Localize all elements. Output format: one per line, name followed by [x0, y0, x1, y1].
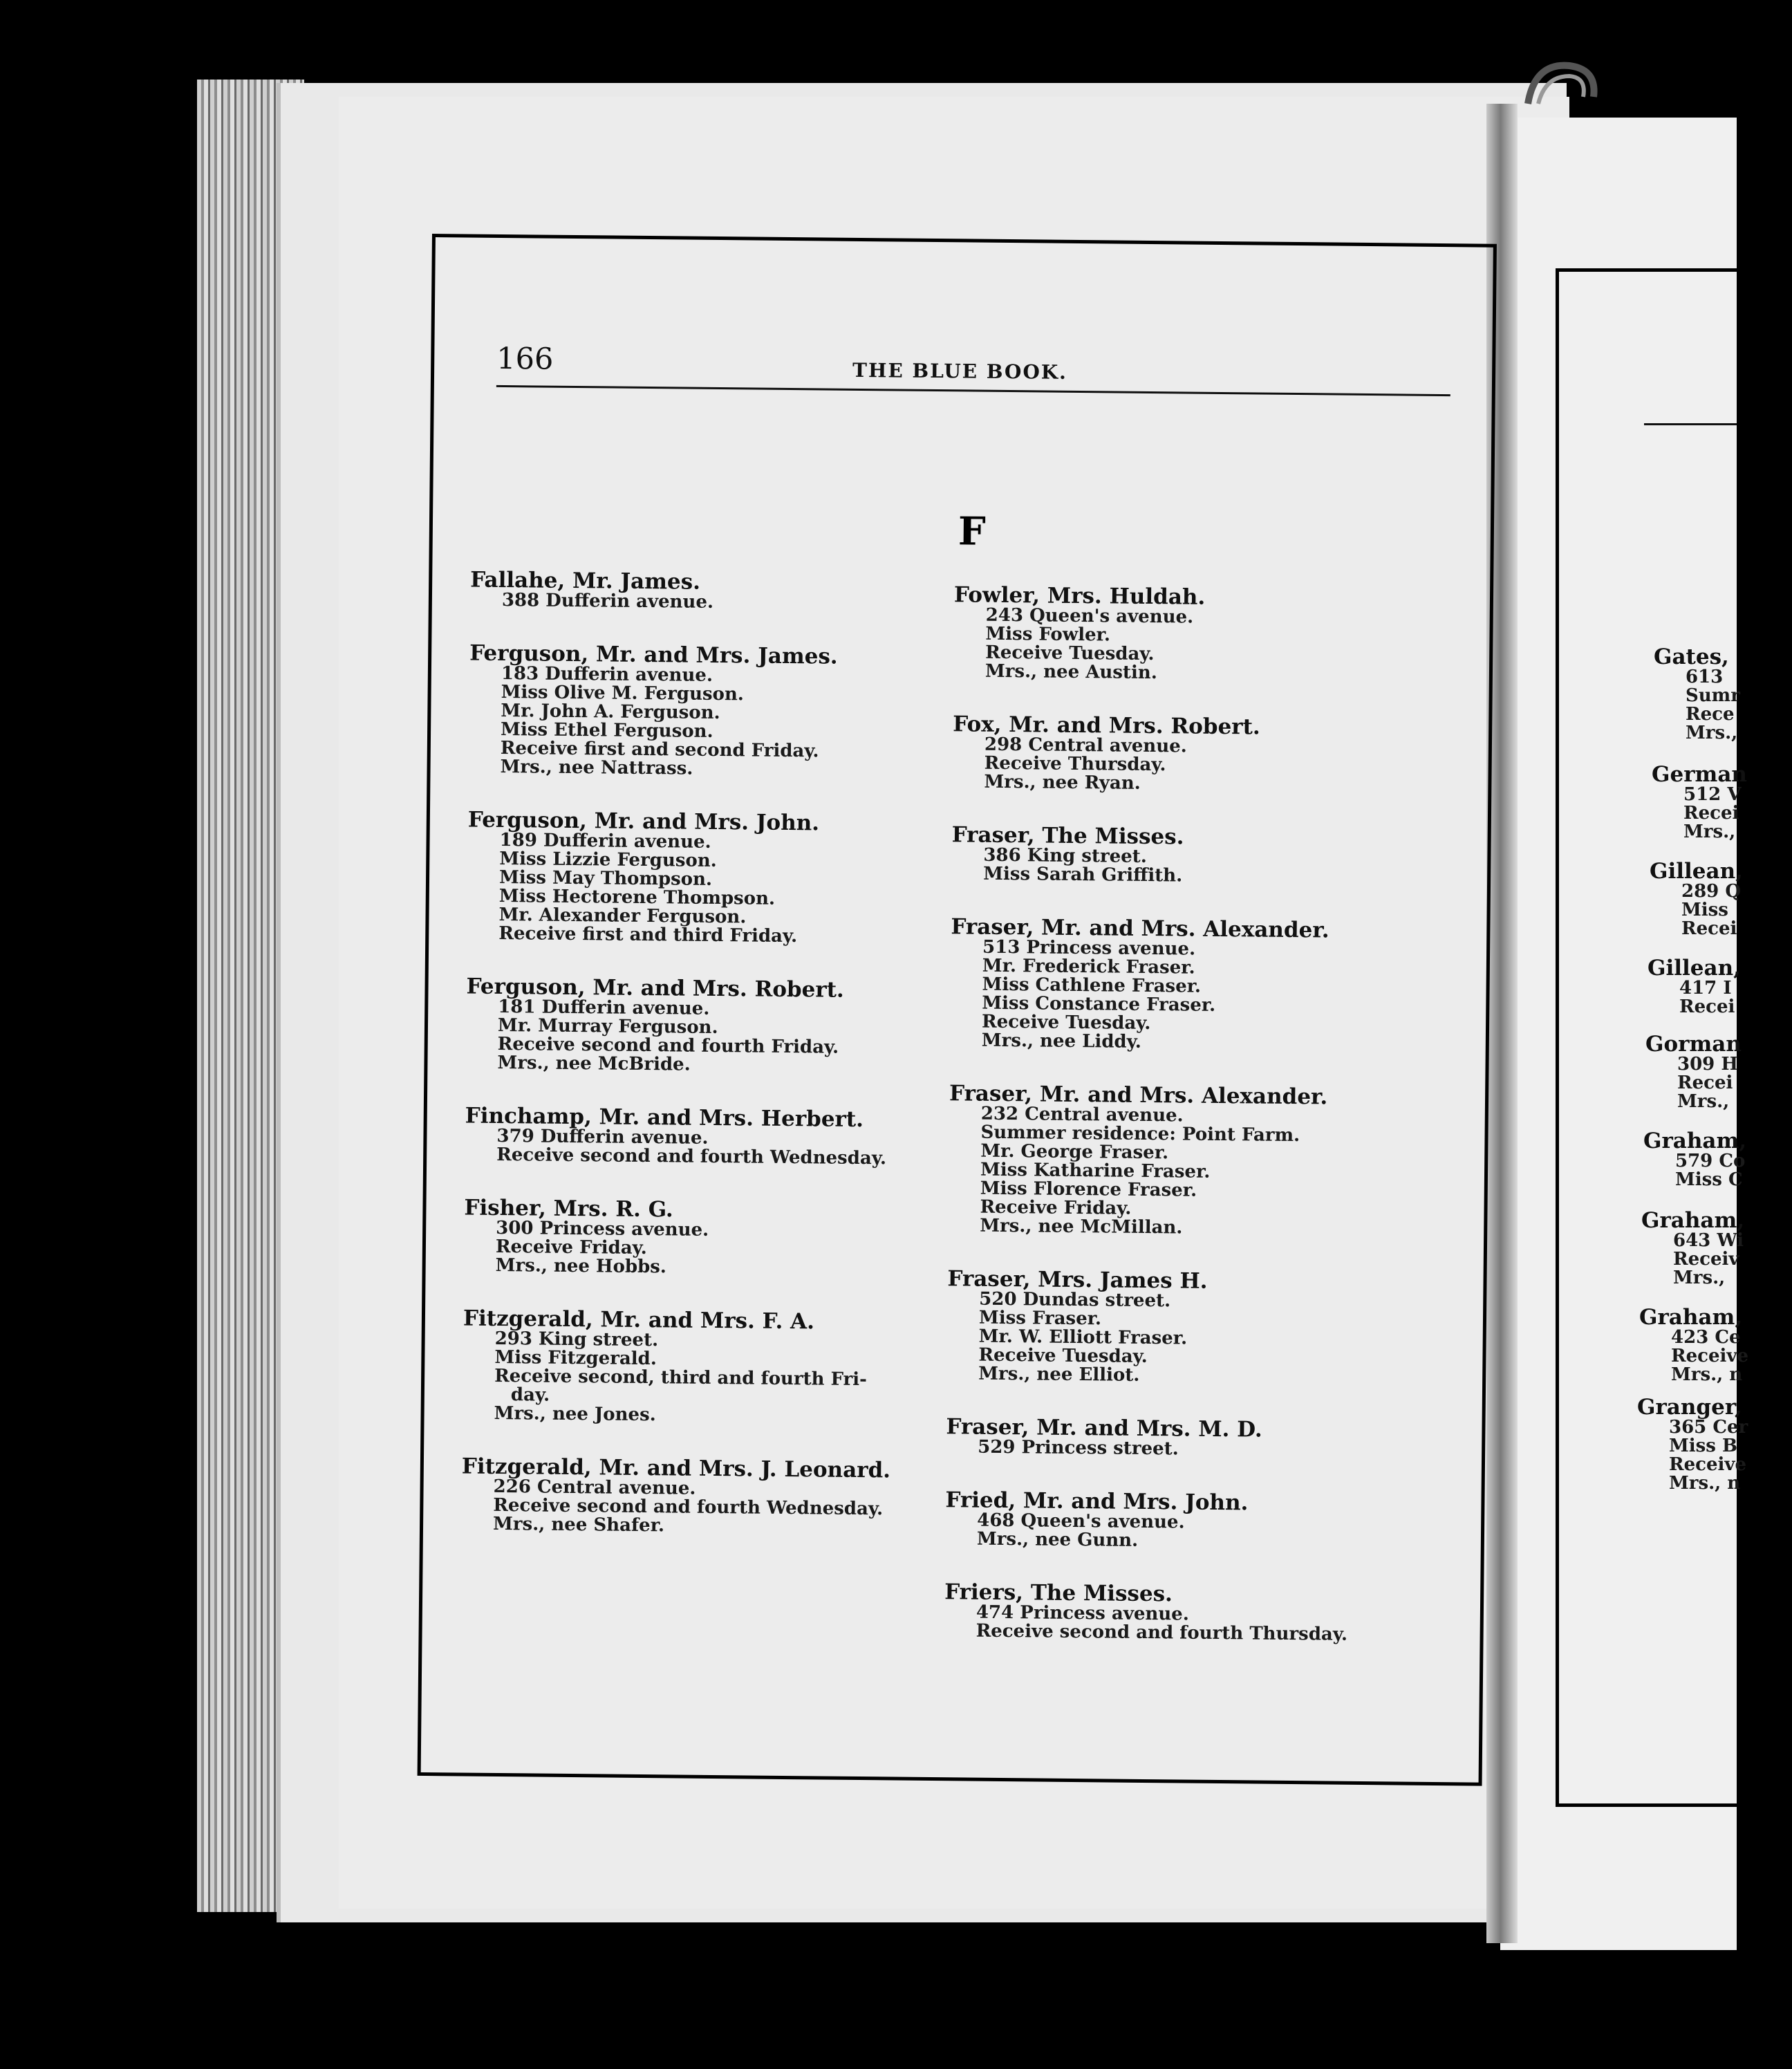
entry-line: Miss Hectorene Thompson. — [498, 885, 776, 909]
fragment-line: Miss — [1681, 900, 1728, 920]
fragment-name: Graham, — [1641, 1208, 1745, 1233]
entry-line: Miss Fitzgerald. — [494, 1346, 657, 1370]
fragment-line: Receive — [1671, 1346, 1749, 1366]
entry-line: Miss Lizzie Ferguson. — [499, 848, 717, 871]
fragment-name: Gorman — [1645, 1032, 1742, 1057]
entry-line: 189 Dufferin avenue. — [499, 829, 711, 853]
fragment-line: 309 H — [1677, 1054, 1738, 1075]
directory-entry — [465, 976, 964, 1077]
directory-entry — [946, 1416, 1444, 1461]
section-letter: F — [958, 508, 986, 555]
entry-line: Receive first and second Friday. — [500, 737, 819, 762]
fragment-line: Receive — [1669, 1454, 1747, 1475]
page-number: 166 — [496, 341, 554, 377]
entry-line: Receive Tuesday. — [978, 1344, 1148, 1368]
entry-line: Miss Constance Fraser. — [982, 992, 1216, 1016]
left-column — [460, 567, 968, 1572]
fragment-line: Miss B — [1669, 1436, 1737, 1456]
entry-name: Fisher, Mrs. R. G. — [464, 1195, 673, 1223]
entry-line: Mrs., nee Nattrass. — [500, 756, 693, 779]
entry-line: Mr. Alexander Ferguson. — [498, 904, 747, 928]
entry-line: Miss Cathlene Fraser. — [982, 974, 1202, 997]
fragment-line: 423 Ce — [1671, 1327, 1741, 1348]
fragment-line: Mrs., — [1677, 1091, 1730, 1112]
fragment-name: Gillean, — [1648, 956, 1741, 981]
fragment-line: Recei — [1683, 803, 1739, 824]
entry-line: Mrs., nee Jones. — [494, 1402, 656, 1426]
fragment-entry — [1637, 1397, 1775, 1493]
entry-line: 386 King street. — [983, 844, 1147, 867]
entry-name: Ferguson, Mr. and Mrs. Robert. — [466, 974, 844, 1003]
fragment-line: Mrs., — [1686, 723, 1738, 743]
entry-line: Mrs., nee Liddy. — [981, 1030, 1141, 1052]
directory-entry — [951, 824, 1450, 888]
entry-line: 232 Central avenue. — [980, 1103, 1184, 1126]
entry-line: Mr. George Fraser. — [980, 1140, 1169, 1164]
entry-line: Receive second and fourth Thursday. — [976, 1620, 1348, 1645]
directory-entry — [950, 916, 1449, 1055]
fragment-line: Recei — [1677, 1073, 1733, 1093]
entry-line: Miss Olive M. Ferguson. — [501, 681, 745, 705]
entry-name: Fitzgerald, Mr. and Mrs. J. Leonard. — [461, 1454, 891, 1483]
page-frame — [418, 234, 1497, 1786]
entry-line: 474 Princess avenue. — [976, 1602, 1189, 1625]
entry-name: Fraser, The Misses. — [951, 822, 1184, 850]
fragment-entry — [1643, 1131, 1782, 1189]
entry-line: Summer residence: Point Farm. — [980, 1122, 1300, 1147]
directory-entry — [462, 1308, 961, 1428]
fragment-entry — [1641, 1210, 1780, 1288]
fragment-entry — [1648, 958, 1786, 1017]
fragment-line: 512 V — [1683, 784, 1742, 805]
entry-line: 520 Dundas street. — [979, 1288, 1171, 1312]
entry-line: Receive second and fourth Friday. — [497, 1033, 839, 1058]
entry-line: Mr. W. Elliott Fraser. — [978, 1326, 1188, 1349]
directory-entry — [464, 1195, 962, 1280]
entry-line: 300 Princess avenue. — [496, 1217, 709, 1241]
fragment-line: Sumr — [1686, 685, 1740, 706]
entry-line: Receive second and fourth Wednesday. — [493, 1494, 884, 1520]
entry-line: 181 Dufferin avenue. — [498, 996, 710, 1019]
fragment-line: Mrs., n — [1671, 1364, 1743, 1385]
entry-line: Mrs., nee Hobbs. — [495, 1254, 667, 1278]
entry-line: day. — [510, 1384, 550, 1406]
directory-entry — [953, 584, 1452, 685]
entry-line: Mrs., nee McMillan. — [980, 1215, 1183, 1238]
entry-line: Receive Tuesday. — [985, 642, 1155, 665]
fragment-entry — [1654, 644, 1792, 743]
fragment-line: 289 Q — [1681, 881, 1741, 902]
fragment-line: Miss C — [1675, 1169, 1743, 1190]
fragment-line: 613 — [1686, 667, 1724, 687]
entry-line: 183 Dufferin avenue. — [501, 662, 713, 686]
entry-name: Fallahe, Mr. James. — [470, 567, 701, 595]
entry-name: Fried, Mr. and Mrs. John. — [945, 1487, 1249, 1516]
entry-line: Miss Sarah Griffith. — [983, 863, 1183, 887]
fragment-name: German — [1652, 762, 1747, 787]
fragment-name: Graham, — [1639, 1305, 1743, 1330]
entry-name: Fitzgerald, Mr. and Mrs. F. A. — [463, 1306, 815, 1335]
entry-line: 243 Queen's avenue. — [985, 604, 1194, 628]
entry-name: Ferguson, Mr. and Mrs. John. — [467, 807, 820, 836]
fragment-name: Gates, — [1654, 644, 1729, 669]
entry-line: Miss May Thompson. — [498, 866, 713, 890]
entry-line: Mr. Frederick Fraser. — [982, 955, 1195, 978]
running-header — [496, 342, 1451, 392]
directory-entry — [461, 1456, 960, 1538]
entry-line: Mr. Murray Ferguson. — [497, 1014, 718, 1039]
directory-entry — [952, 714, 1450, 796]
fragment-line: 579 Co — [1675, 1151, 1746, 1171]
running-title: THE BLUE BOOK. — [852, 358, 1068, 384]
entry-line: Miss Ethel Ferguson. — [500, 718, 713, 742]
entry-line: 388 Dufferin avenue. — [501, 589, 714, 613]
fragment-entry — [1652, 764, 1790, 842]
entry-line: Receive second, third and fourth Fri- — [494, 1365, 868, 1391]
entry-line: 298 Central avenue. — [984, 734, 1187, 757]
directory-entry — [945, 1487, 1444, 1553]
fragment-line: Receiv — [1673, 1249, 1739, 1270]
entry-line: 513 Princess avenue. — [982, 936, 1196, 960]
fragment-line: Mrs., — [1673, 1268, 1726, 1288]
entry-line: Mrs., nee Ryan. — [984, 771, 1141, 794]
directory-entry — [946, 1268, 1446, 1388]
fragment-name: Graham, — [1643, 1129, 1747, 1153]
directory-entry — [948, 1083, 1447, 1240]
entry-name: Fraser, Mr. and Mrs. Alexander. — [951, 914, 1329, 943]
entry-name: Fox, Mr. and Mrs. Robert. — [953, 712, 1260, 740]
entry-line: Mrs., nee McBride. — [497, 1052, 691, 1075]
entry-line: Miss Katharine Fraser. — [980, 1159, 1211, 1182]
entry-line: Miss Fowler. — [985, 623, 1111, 646]
entry-name: Ferguson, Mr. and Mrs. James. — [469, 640, 838, 669]
fragment-line: 643 Wi — [1673, 1230, 1744, 1251]
fragment-entry — [1645, 1034, 1784, 1111]
entry-line: 529 Princess street. — [978, 1436, 1179, 1460]
directory-entry — [465, 1103, 963, 1169]
directory-entry — [468, 640, 967, 781]
fragment-line: 417 I — [1679, 978, 1732, 999]
entry-line: Miss Fraser. — [978, 1307, 1102, 1330]
binder-clip-icon — [1514, 55, 1611, 118]
fragment-name: Granger, — [1637, 1395, 1742, 1420]
entry-name: Fowler, Mrs. Huldah. — [953, 582, 1206, 610]
entry-line: Receive Tuesday. — [981, 1011, 1151, 1034]
entry-name: Finchamp, Mr. and Mrs. Herbert. — [465, 1103, 864, 1133]
entry-line: Receive first and third Friday. — [498, 922, 798, 947]
fragment-line: Recei — [1681, 918, 1737, 939]
fragment-line: Mrs., n — [1669, 1473, 1741, 1494]
fragment-line: Rece — [1686, 704, 1735, 725]
fragment-line: Recei — [1679, 996, 1735, 1017]
entry-line: 468 Queen's avenue. — [977, 1510, 1185, 1533]
entry-line: Receive Friday. — [495, 1236, 647, 1259]
directory-entry — [467, 807, 966, 948]
fragment-name: Gillean, — [1650, 859, 1743, 884]
right-column — [944, 584, 1452, 1678]
entry-line: Mrs., nee Gunn. — [976, 1528, 1139, 1551]
entry-line: 226 Central avenue. — [493, 1476, 696, 1499]
entry-name: Fraser, Mr. and Mrs. Alexander. — [949, 1081, 1328, 1110]
entry-line: Mrs., nee Shafer. — [492, 1513, 665, 1537]
fragment-line: 365 Cer — [1669, 1417, 1748, 1438]
fragment-entry — [1639, 1307, 1777, 1384]
fragment-entry — [1650, 861, 1788, 938]
fragment-line: Mrs., — [1683, 822, 1736, 842]
entry-line: Mr. John A. Ferguson. — [501, 700, 720, 724]
entry-line: Receive Thursday. — [984, 752, 1166, 776]
entry-name: Friers, The Misses. — [944, 1579, 1173, 1607]
entry-line: Miss Florence Fraser. — [980, 1178, 1197, 1201]
entry-line: 379 Dufferin avenue. — [496, 1125, 709, 1149]
entry-line: Receive second and fourth Wednesday. — [496, 1144, 887, 1169]
entry-name: Fraser, Mr. and Mrs. M. D. — [946, 1414, 1262, 1442]
entry-line: 293 King street. — [494, 1328, 659, 1351]
entry-line: Receive Friday. — [980, 1196, 1132, 1219]
next-page-rule — [1644, 423, 1737, 425]
entry-line: Mrs., nee Elliot. — [978, 1363, 1140, 1386]
entry-line: Mrs., nee Austin. — [984, 660, 1157, 684]
directory-entry — [944, 1581, 1443, 1645]
entry-name: Fraser, Mrs. James H. — [947, 1266, 1208, 1294]
directory-entry — [470, 567, 969, 615]
